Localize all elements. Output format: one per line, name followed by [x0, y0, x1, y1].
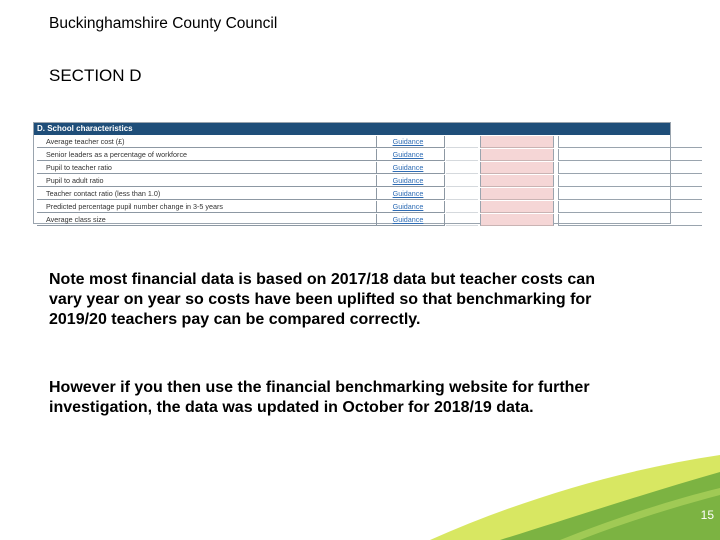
row-label: Pupil to adult ratio: [37, 175, 377, 187]
table-title: D. School characteristics: [34, 123, 670, 135]
row-label: Average teacher cost (£): [37, 136, 377, 148]
row-label: Teacher contact ratio (less than 1.0): [37, 188, 377, 200]
row-label: Predicted percentage pupil number change in 3-5 years: [37, 201, 377, 213]
section-title: SECTION D: [49, 66, 142, 85]
guidance-link[interactable]: Guidance: [372, 175, 445, 187]
row-label: Pupil to teacher ratio: [37, 162, 377, 174]
guidance-link[interactable]: Guidance: [372, 188, 445, 200]
organisation-name: Buckinghamshire County Council: [49, 15, 278, 32]
note-paragraph-1: Note most financial data is based on 2017/18 data but teacher costs can vary year on year so costs have been uplifted so that benchmarking for 2019/20 teachers pay can be compared correctly.: [49, 271, 595, 328]
page-number: 15: [700, 508, 714, 522]
row-label: Average class size: [37, 214, 377, 226]
guidance-link[interactable]: Guidance: [372, 136, 445, 148]
guidance-link[interactable]: Guidance: [372, 162, 445, 174]
guidance-link[interactable]: Guidance: [372, 214, 445, 226]
note-paragraph-2: However if you then use the financial benchmarking website for further investigation, the data was updated in October for 2018/19 data.: [49, 379, 590, 416]
row-label: Senior leaders as a percentage of workforce: [37, 149, 377, 161]
guidance-link[interactable]: Guidance: [372, 201, 445, 213]
guidance-link[interactable]: Guidance: [372, 149, 445, 161]
